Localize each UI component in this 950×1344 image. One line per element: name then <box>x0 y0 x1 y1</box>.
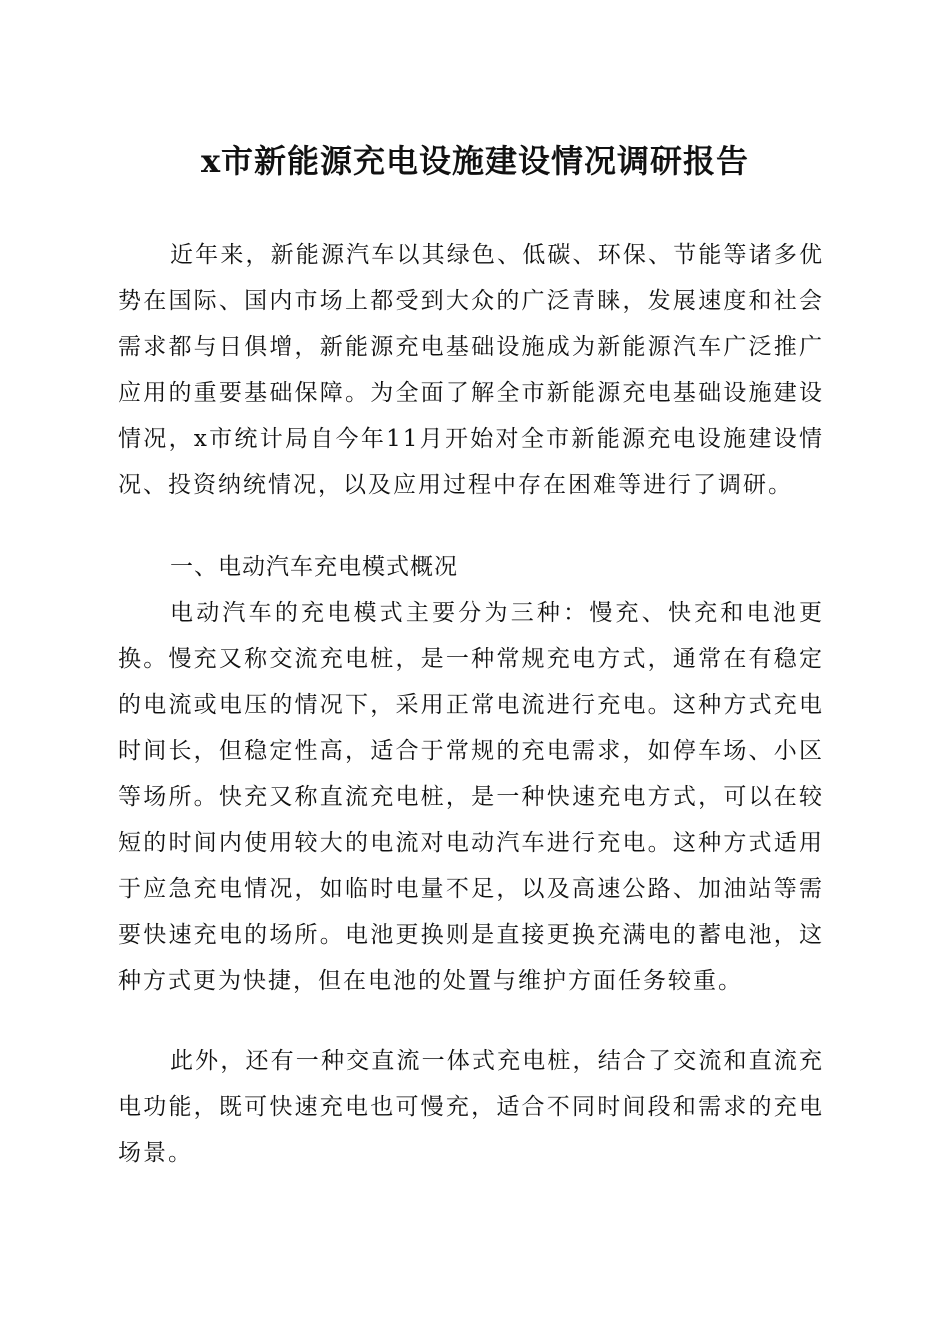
section-extra-paragraph: 此外，还有一种交直流一体式充电桩，结合了交流和直流充电功能，既可快速充电也可慢充，适合不同时间段和需求的充电场景。 <box>118 1048 824 1166</box>
document-title: x市新能源充电设施建设情况调研报告 <box>200 142 750 180</box>
section-heading: 一、电动汽车充电模式概况 <box>170 554 458 580</box>
section-body-paragraph: 电动汽车的充电模式主要分为三种：慢充、快充和电池更换。慢充又称交流充电桩，是一种常规充电方式，通常在有稳定的电流或电压的情况下，采用正常电流进行充电。这种方式充电时间长，但稳定性高，适合于常规的充电需求，如停车场、小区等场所。快充又称直流充电桩，是一种快速充电方式，可以在较短的时间内使用较大的电流对电动汽车进行充电。这种方式适用于应急充电情况，如临时电量不足，以及高速公路、加油站等需要快速充电的场所。电池更换则是直接更换充满电的蓄电池，这种方式更为快捷，但在电池的处置与维护方面任务较重。 <box>118 600 824 994</box>
intro-paragraph: 近年来，新能源汽车以其绿色、低碳、环保、节能等诸多优势在国际、国内市场上都受到大众的广泛青睐，发展速度和社会需求都与日俱增，新能源充电基础设施成为新能源汽车广泛推广应用的重要基础保障。为全面了解全市新能源充电基础设施建设情况，x市统计局自今年11月开始对全市新能源充电设施建设情况、投资纳统情况，以及应用过程中存在困难等进行了调研。 <box>118 242 824 498</box>
